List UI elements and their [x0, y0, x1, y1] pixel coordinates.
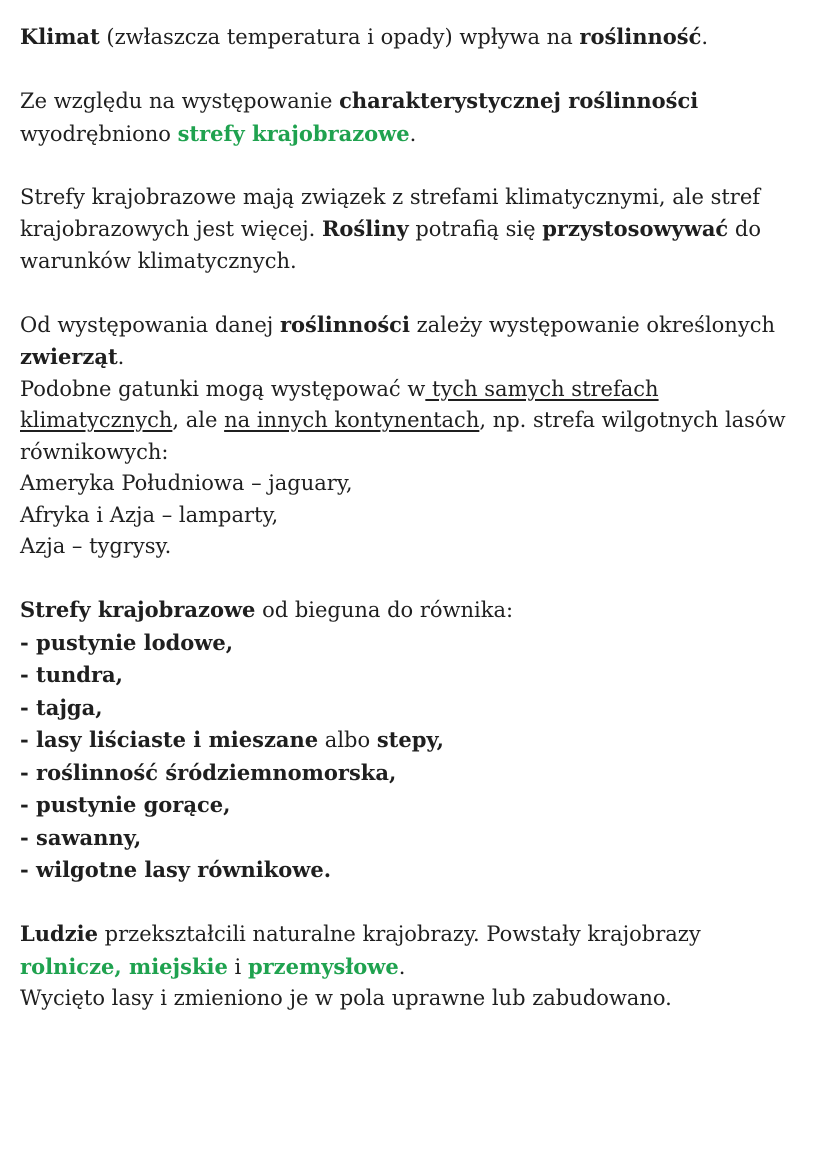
term-charakterystyczna: charakterystycznej roślinności	[339, 88, 699, 113]
list-item: - tajga,	[20, 694, 103, 720]
list-item: - wilgotne lasy równikowe.	[20, 857, 332, 882]
underlined-other-continents: na innych kontynentach	[224, 408, 480, 432]
term-przystosowywac: przystosowywać	[542, 216, 729, 241]
paragraph-animals: Od występowania danej roślinności zależy występowanie określonych zwierząt. Podobne gatunki mogą występować w tych samych strefach klimatycznych, ale na innych kontynentach, np. strefa wilgotnych lasów równikowych: Ameryka Południowa – jaguary, Afryka i Azja – lamparty, Azja – tygrysy.	[20, 311, 786, 558]
list-item: - pustynie gorące,	[20, 792, 231, 817]
example-line: Ameryka Południowa – jaguary,	[20, 471, 353, 495]
zones-heading: Strefy krajobrazowe od bieguna do równika:	[20, 597, 514, 622]
term-roslinnosci: roślinności	[279, 311, 410, 337]
paragraph-zones-intro: Ze względu na występowanie charakterystycznej roślinności wyodrębniono strefy krajobrazowe.	[20, 88, 699, 146]
term-rosliny: Rośliny	[321, 216, 409, 241]
term-ludzie: Ludzie	[20, 921, 98, 946]
term-roslinnosc: roślinność	[579, 24, 702, 49]
list-item: - sawanny,	[20, 824, 142, 850]
term-strefy-krajobrazowe: strefy krajobrazowe	[177, 120, 410, 146]
list-item: - tundra,	[20, 662, 123, 687]
term-przemyslowe: przemysłowe	[247, 953, 399, 979]
list-item: - roślinność śródziemnomorska,	[20, 759, 397, 785]
document-page	[20, 21, 820, 1015]
term-klimat: Klimat	[20, 24, 100, 49]
underlined-same-zones: tych samych strefach klimatycznych	[20, 376, 659, 432]
list-item: - pustynie lodowe,	[20, 629, 234, 655]
example-line: Azja – tygrysy.	[20, 534, 172, 558]
term-rolnicze-miejskie: rolnicze, miejskie	[20, 953, 228, 979]
term-zwierzat: zwierząt	[20, 344, 118, 369]
paragraph-climate: Klimat (zwłaszcza temperatura i opady) wpływa na roślinność.	[20, 24, 709, 49]
zones-list	[20, 594, 820, 887]
list-item: - lasy liściaste i mieszane albo stepy,	[20, 727, 444, 752]
example-line: Afryka i Azja – lamparty,	[20, 502, 279, 527]
paragraph-adaptation: Strefy krajobrazowe mają związek z strefami klimatycznymi, ale stref krajobrazowych jest więcej. Rośliny potrafią się przystosowywać do warunków klimatycznych.	[20, 184, 761, 273]
paragraph-human-impact: Ludzie przekształcili naturalne krajobrazy. Powstały krajobrazy rolnicze, miejskie i przemysłowe. Wycięto lasy i zmieniono je w pola uprawne lub zabudowano.	[20, 921, 701, 1010]
